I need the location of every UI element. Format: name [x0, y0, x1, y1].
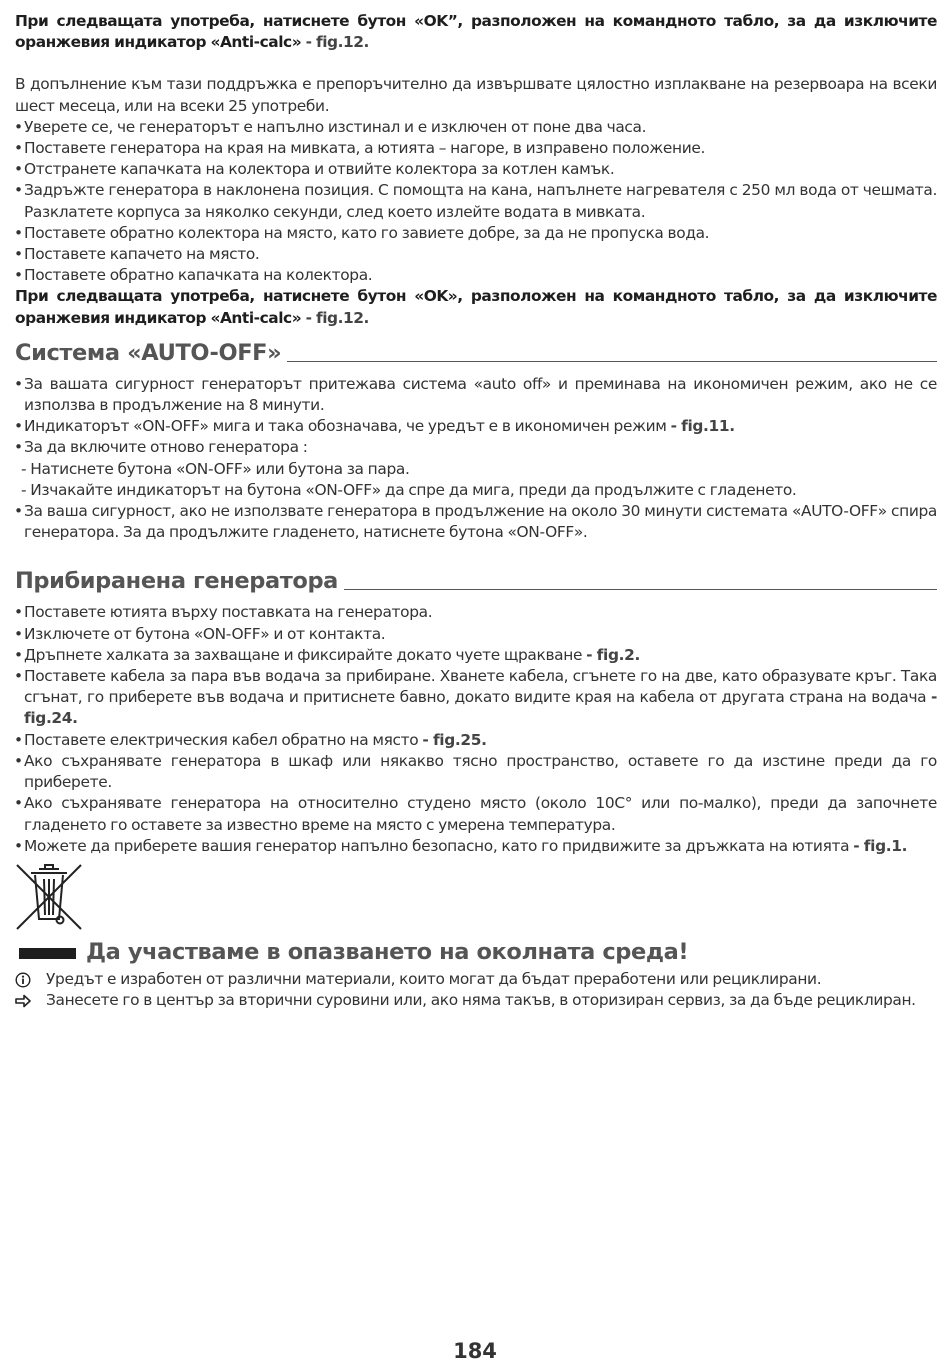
list-item: • Дръпнете халката за захващане и фиксирайте докато чуете щракване - fig.2.	[14, 645, 640, 664]
arrow-right-icon	[15, 990, 46, 1011]
list-item: • Можете да приберете вашия генератор напълно безопасно, като го придвижите за дръжката на ютията - fig.1.	[14, 836, 908, 855]
environment-heading	[19, 939, 937, 965]
list-item: • Задръжте генератора в наклонена позиция. С помощта на кана, напълнете нагревателя с 250 мл вода от чешмата. Разклатете корпуса за няколко секунди, след което излейте водата в мивката.	[14, 181, 937, 221]
list-item: • Отстранете капачката на колектора и отвийте колектора за котлен камък.	[14, 160, 615, 179]
list-item: • Изключете от бутона «ON-OFF» и от контакта.	[14, 624, 386, 643]
list-item: • За вашата сигурност генераторът притежава система «auto off» и преминава на икономичен режим, ако не се използва в продължение на 8 минути.	[14, 374, 937, 415]
list-item: • Поставете генератора на края на мивката, а ютията – нагоре, в изправено положение.	[14, 139, 706, 158]
list-item: • Поставете електрическия кабел обратно на място - fig.25.	[14, 730, 487, 749]
list-item: • Ако съхранявате генератора на относително студено място (около 10C° или по-малко), преди да започнете гладенето го оставете за известно време на място с умерена температура.	[14, 794, 937, 834]
rinse-steps-list	[15, 117, 937, 287]
storage-list	[15, 602, 937, 856]
list-item: • За ваша сигурност, ако не използвате генератора в продължение на около 30 минути системата «AUTO-OFF» спира генератора. За да продължите гладенето, натиснете бутона «ON-OFF».	[14, 502, 937, 542]
list-subitem: - Натиснете бутона «ON-OFF» или бутона за пара.	[21, 459, 410, 478]
manual-page	[15, 11, 937, 1011]
auto-off-heading	[15, 338, 937, 368]
list-item: • Поставете ютията върху поставката на генератора.	[14, 603, 433, 622]
environment-info: Уредът е изработен от различни материали, които могат да бъдат преработени или рециклирани.	[15, 969, 937, 990]
storage-title: Прибиранена генератора	[15, 568, 338, 595]
list-item: • Уверете се, че генераторът е напълно изстинал и е изключен от поне два часа.	[14, 117, 647, 136]
list-item: • Ако съхранявате генератора в шкаф или някакво тясно пространство, оставете го да изстине преди да го приберете.	[14, 751, 937, 792]
list-item: • Поставете обратно колектора на място, като го завиете добре, за да не пропуска вода.	[14, 223, 710, 242]
heading-rule	[344, 589, 937, 590]
auto-off-list	[15, 374, 937, 544]
page-number: 184	[453, 1339, 497, 1363]
environment-action: Занесете го в център за вторични суровини или, ако няма такъв, в оторизиран сервиз, за да бъде рециклиран.	[15, 990, 937, 1011]
list-subitem: - Изчакайте индикаторът на бутона «ON-OFF» да спре да мига, преди да продължите с гладенето.	[21, 480, 797, 499]
info-icon	[15, 969, 46, 990]
heading-rule	[287, 361, 937, 362]
list-item: • За да включите отново генератора :	[14, 438, 308, 457]
crossed-out-bin-icon	[15, 863, 83, 933]
anti-calc-note-1: При следващата употреба, натиснете бутон «OK”, разположен на командното табло, за да изключите оранжевия индикатор «Anti-calc» - fig.12.	[15, 12, 937, 52]
list-item: • Поставете обратно капачката на колектора.	[14, 266, 373, 285]
auto-off-title: Система «AUTO-OFF»	[15, 339, 282, 366]
storage-heading	[15, 566, 937, 596]
list-item: • Индикаторът «ON-OFF» мига и така обозначава, че уредът е в икономичен режим - fig.11.	[14, 417, 735, 436]
maintenance-intro: В допълнение към тази поддръжка е препоръчително да извършвате цялостно изплакване на резервоара на всеки шест месеца, или на всеки 25 употреби.	[15, 75, 937, 115]
anti-calc-note-2: При следващата употреба, натиснете бутон «OK», разположен на командното табло, за да изключите оранжевия индикатор «Anti-calc» - fig.12.	[15, 287, 937, 327]
list-item: • Поставете кабела за пара във водача за прибиране. Хванете кабела, сгънете го на две, като образувате кръг. Така сгънат, го приберете във водача и притиснете бавно, докато видите края на кабела от другата страна на водача - fig.24.	[14, 667, 937, 728]
heading-bar	[19, 948, 76, 959]
environment-title: Да участваме в опазването на околната среда!	[86, 938, 689, 965]
list-item: • Поставете капачето на място.	[14, 245, 260, 264]
